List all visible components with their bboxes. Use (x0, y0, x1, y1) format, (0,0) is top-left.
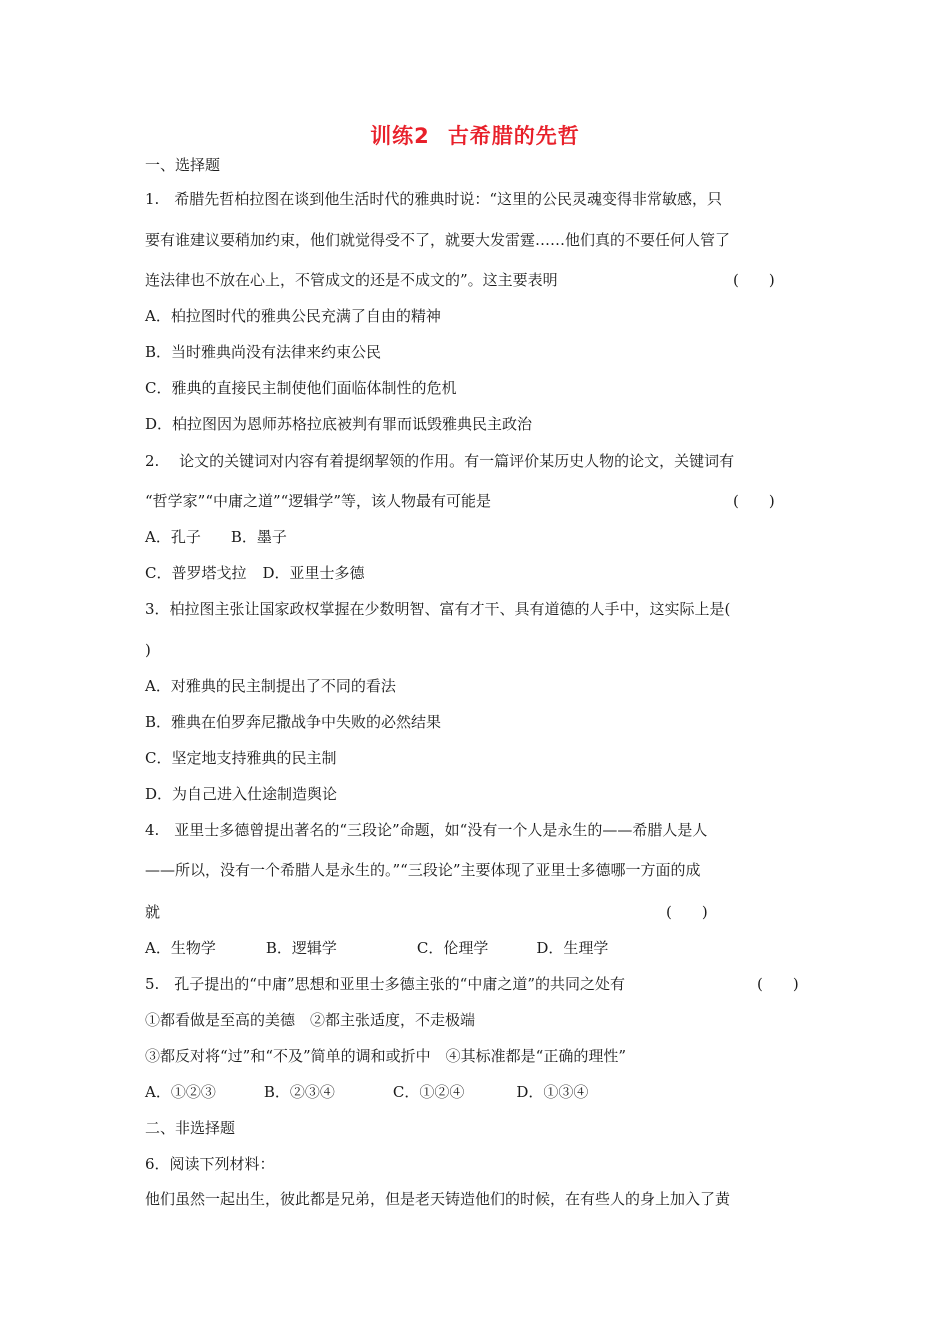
q1-line3: 连法律也不放在心上，不管成文的还是不成文的”。这主要表明 (145, 271, 558, 289)
q2-option-b: B．墨子 (230, 528, 287, 546)
q2-line1: 2. 论文的关键词对内容有着提纲挈领的作用。有一篇评价某历史人物的论文，关键词有 (145, 452, 735, 470)
q5-line1: 5. 孔子提出的“中庸”思想和亚里士多德主张的“中庸之道”的共同之处有 (145, 975, 625, 993)
q3-option-d: D．为自己进入仕途制造舆论 (145, 785, 338, 803)
q1-option-a: A．柏拉图时代的雅典公民充满了自由的精神 (145, 307, 441, 325)
page-title (0, 120, 950, 150)
q1-option-b: B．当时雅典尚没有法律来约束公民 (145, 343, 382, 361)
q4-option-d: D．生理学 (536, 939, 609, 957)
q1-option-c: C．雅典的直接民主制使他们面临体制性的危机 (145, 379, 457, 397)
q6-line2: 他们虽然一起出生，彼此都是兄弟，但是老天铸造他们的时候，在有些人的身上加入了黄 (145, 1190, 731, 1208)
q2-options-cd (145, 563, 365, 583)
title-main: 古希腊的先哲 (447, 124, 580, 148)
q4-option-a: A．生物学 (145, 939, 216, 957)
q1-answer-paren: ( ) (733, 271, 775, 289)
q5-items-3-4: ③都反对将“过”和“不及”简单的调和或折中 ④其标准都是“正确的理性” (145, 1047, 627, 1065)
q3-option-a: A．对雅典的民主制提出了不同的看法 (145, 677, 396, 695)
q6-line1: 6．阅读下列材料： (145, 1155, 275, 1173)
q5-items-1-2: ①都看做是至高的美德 ②都主张适度，不走极端 (145, 1011, 476, 1029)
q2-option-d: D．亚里士多德 (262, 564, 365, 582)
q2-line2: “哲学家”“中庸之道”“逻辑学”等，该人物最有可能是 (145, 492, 492, 510)
q3-option-b: B．雅典在伯罗奔尼撒战争中失败的必然结果 (145, 713, 442, 731)
q5-option-c: C．①②④ (392, 1083, 465, 1101)
q1-option-d: D．柏拉图因为恩师苏格拉底被判有罪而诋毁雅典民主政治 (145, 415, 533, 433)
q2-options-ab (145, 527, 287, 547)
q4-line2: ——所以，没有一个希腊人是永生的。”“三段论”主要体现了亚里士多德哪一方面的成 (145, 861, 701, 879)
q3-option-c: C．坚定地支持雅典的民主制 (145, 749, 337, 767)
q4-line1: 4. 亚里士多德曾提出著名的“三段论”命题，如“没有一个人是永生的——希腊人是人 (145, 821, 708, 839)
q2-answer-paren: ( ) (733, 492, 775, 510)
section-heading-choice: 一、选择题 (145, 156, 221, 174)
q4-line3: 就 (145, 903, 161, 921)
title-prefix: 训练2 (370, 124, 430, 148)
q2-option-c: C．普罗塔戈拉 (145, 564, 247, 582)
q4-options (145, 938, 608, 958)
q5-answer-paren: ( ) (757, 975, 799, 993)
section-heading-nonchoice: 二、非选择题 (145, 1119, 236, 1137)
q2-option-a: A．孔子 (145, 528, 201, 546)
q5-options (145, 1082, 588, 1102)
q3-line1: 3．柏拉图主张让国家政权掌握在少数明智、富有才干、具有道德的人手中，这实际上是( (145, 600, 731, 618)
q3-line2: ) (145, 641, 151, 659)
q4-option-c: C．伦理学 (416, 939, 489, 957)
q4-option-b: B．逻辑学 (265, 939, 337, 957)
q5-option-d: D．①③④ (516, 1083, 589, 1101)
q5-option-b: B．②③④ (263, 1083, 335, 1101)
q1-line1: 1. 希腊先哲柏拉图在谈到他生活时代的雅典时说：“这里的公民灵魂变得非常敏感，只 (145, 190, 722, 208)
q4-answer-paren: ( ) (666, 903, 708, 921)
q5-option-a: A．①②③ (145, 1083, 216, 1101)
q1-line2: 要有谁建议要稍加约束，他们就觉得受不了，就要大发雷霆……他们真的不要任何人管了 (145, 231, 731, 249)
